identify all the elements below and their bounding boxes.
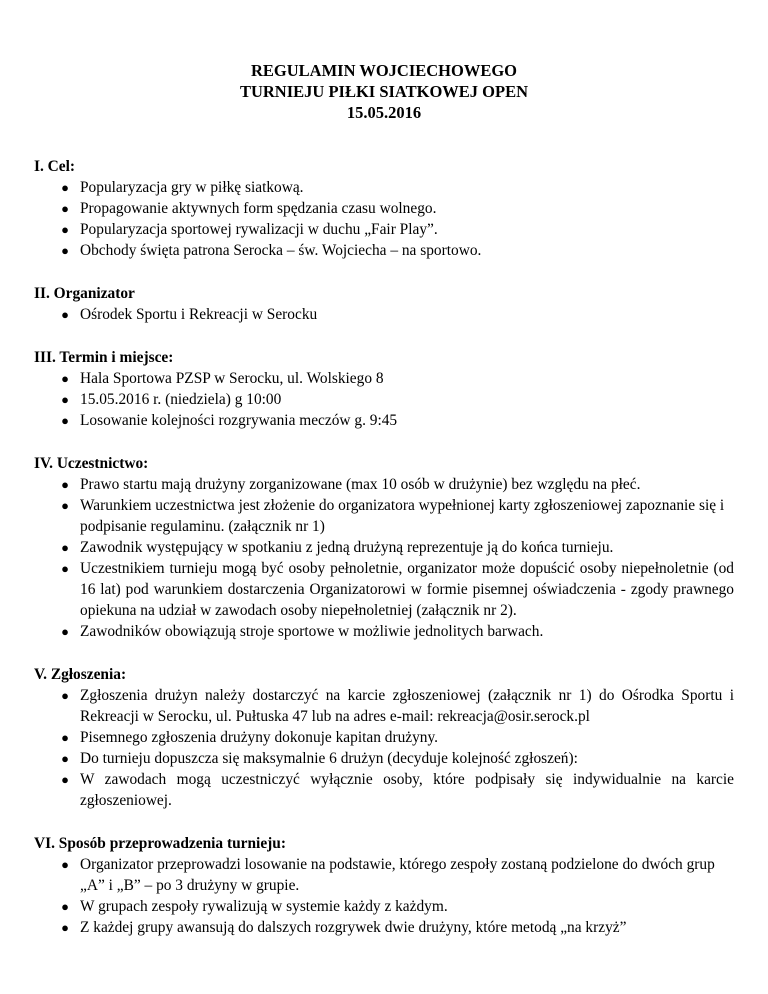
bullet-icon: ● bbox=[61, 730, 69, 745]
bullet-icon: ● bbox=[61, 498, 69, 513]
list-item: ● Pisemnego zgłoszenia drużyny dokonuje kapitan drużyny. bbox=[34, 727, 734, 748]
list-item: ● Zawodnik występujący w spotkaniu z jedną drużyną reprezentuje ją do końca turnieju. bbox=[34, 537, 734, 558]
list-item: ● Do turnieju dopuszcza się maksymalnie 6 drużyn (decyduje kolejność zgłoszeń): bbox=[34, 748, 734, 769]
section-participation bbox=[34, 453, 734, 642]
bullet-icon: ● bbox=[61, 392, 69, 407]
bullet-icon: ● bbox=[61, 857, 69, 872]
list-item: ● W grupach zespoły rywalizują w systemie każdy z każdym. bbox=[34, 896, 734, 917]
section-heading: I. Cel: bbox=[34, 158, 76, 175]
list-item: ● Popularyzacja gry w piłkę siatkową. bbox=[34, 177, 734, 198]
list-item: ● Hala Sportowa PZSP w Serocku, ul. Wolskiego 8 bbox=[34, 368, 734, 389]
bullet-list bbox=[34, 474, 734, 642]
title-date: 15.05.2016 bbox=[346, 103, 422, 122]
document-page bbox=[34, 60, 734, 938]
list-item: ● Warunkiem uczestnictwa jest złożenie do organizatora wypełnionej karty zgłoszeniowej zapoznanie się i podpisanie regulaminu. (załącznik nr 1) bbox=[34, 495, 734, 537]
bullet-list bbox=[34, 177, 734, 261]
list-item: ● Ośrodek Sportu i Rekreacji w Serocku bbox=[34, 304, 734, 325]
list-item: ● Z każdej grupy awansują do dalszych rozgrywek dwie drużyny, które metodą „na krzyż” bbox=[34, 917, 734, 938]
bullet-icon: ● bbox=[61, 243, 69, 258]
section-heading: II. Organizator bbox=[34, 285, 135, 302]
list-item: ● Zawodników obowiązują stroje sportowe w możliwie jednolitych barwach. bbox=[34, 621, 734, 642]
section-heading: III. Termin i miejsce: bbox=[34, 349, 174, 366]
bullet-icon: ● bbox=[61, 772, 69, 787]
bullet-icon: ● bbox=[61, 688, 69, 703]
document-title bbox=[34, 60, 734, 123]
bullet-icon: ● bbox=[61, 540, 69, 555]
bullet-icon: ● bbox=[61, 561, 69, 576]
section-tournament-format bbox=[34, 833, 734, 938]
bullet-icon: ● bbox=[61, 307, 69, 322]
bullet-icon: ● bbox=[61, 751, 69, 766]
title-line-2: TURNIEJU PIŁKI SIATKOWEJ OPEN bbox=[239, 82, 529, 101]
title-line-1: REGULAMIN WOJCIECHOWEGO bbox=[250, 61, 517, 80]
bullet-icon: ● bbox=[61, 180, 69, 195]
bullet-icon: ● bbox=[61, 201, 69, 216]
bullet-icon: ● bbox=[61, 899, 69, 914]
list-item: ● Zgłoszenia drużyn należy dostarczyć na karcie zgłoszeniowej (załącznik nr 1) do Ośrodka Sportu i Rekreacji w Serocku, ul. Pułtuska 47 lub na adres e-mail: rekreacja@osir.serock.pl bbox=[34, 685, 734, 727]
section-organizer bbox=[34, 283, 734, 325]
section-heading: V. Zgłoszenia: bbox=[34, 666, 127, 683]
list-item: ● Uczestnikiem turnieju mogą być osoby pełnoletnie, organizator może dopuścić osoby niepełnoletnie (od 16 lat) pod warunkiem dostarczenia Organizatorowi w formie pisemnej oświadczenia - zgody prawnego opiekuna na udział w zawodach osoby niepełnoletniej (załącznik nr 2). bbox=[34, 558, 734, 621]
bullet-list bbox=[34, 304, 734, 325]
section-goal bbox=[34, 156, 734, 261]
bullet-icon: ● bbox=[61, 477, 69, 492]
section-date-place bbox=[34, 347, 734, 431]
bullet-icon: ● bbox=[61, 222, 69, 237]
bullet-list bbox=[34, 368, 734, 431]
list-item: ● Prawo startu mają drużyny zorganizowane (max 10 osób w drużynie) bez względu na płeć. bbox=[34, 474, 734, 495]
list-item: ● Propagowanie aktywnych form spędzania czasu wolnego. bbox=[34, 198, 734, 219]
list-item: ● Obchody święta patrona Serocka – św. Wojciecha – na sportowo. bbox=[34, 240, 734, 261]
list-item: ● Organizator przeprowadzi losowanie na podstawie, którego zespoły zostaną podzielone do dwóch grup „A” i „B” – po 3 drużyny w grupie. bbox=[34, 854, 734, 896]
list-item: ● Popularyzacja sportowej rywalizacji w duchu „Fair Play”. bbox=[34, 219, 734, 240]
bullet-list bbox=[34, 685, 734, 811]
bullet-icon: ● bbox=[61, 920, 69, 935]
list-item: ● Losowanie kolejności rozgrywania meczów g. 9:45 bbox=[34, 410, 734, 431]
section-heading: IV. Uczestnictwo: bbox=[34, 455, 149, 472]
bullet-list bbox=[34, 854, 734, 938]
bullet-icon: ● bbox=[61, 624, 69, 639]
section-heading: VI. Sposób przeprowadzenia turnieju: bbox=[34, 835, 286, 852]
section-registration bbox=[34, 664, 734, 811]
list-item: ● 15.05.2016 r. (niedziela) g 10:00 bbox=[34, 389, 734, 410]
list-item: ● W zawodach mogą uczestniczyć wyłącznie osoby, które podpisały się indywidualnie na karcie zgłoszeniowej. bbox=[34, 769, 734, 811]
bullet-icon: ● bbox=[61, 413, 69, 428]
bullet-icon: ● bbox=[61, 371, 69, 386]
